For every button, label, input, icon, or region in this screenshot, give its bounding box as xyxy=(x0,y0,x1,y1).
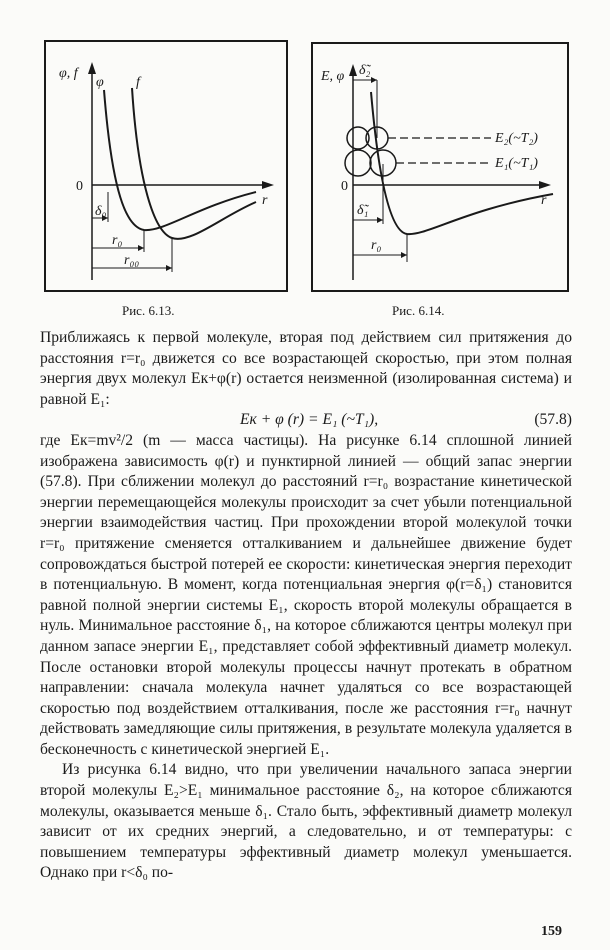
figure-6-13-graph xyxy=(46,42,290,294)
paragraph-2: где Eк=mv²/2 (m — масса частицы). На рисунке 6.14 сплошной линией изображена зависимость φ(r) и пунктирной линией — общий запас энергии (57.8). При сближении молекул до расстояний r=r₀ возрастание кинетической энергии перемещающейся молекулы происходит за счет убыли потенциальной энергии взаимодействия частиц. При прохождении второй молекулой точки r=r₀ притяжение сменяется отталкиванием и дальнейшее движение будет сопровождаться быстрой потерей ее скорости: кинетическая энергия переходит в потенциальную. В момент, когда потенциальная энергия φ(r=δ₁) становится равной полной энергии системы E₁, скорость второй молекулы обращается в нуль. Минимальное расстояние δ₁, на которое сближаются центры молекул при данном запасе энергии E₁, представляет собой эффективный диаметр молекул. После остановки второй молекулы процессы начнут протекать в обратном направлении: сначала молекула начнет удаляться со все возрастающей скоростью под воздействием отталкивания, после же расстояния r=r₀ начнут действовать замедляющие силы притяжения, в результате молекула удаляется в бесконечность с кинетической энергией E₁. xyxy=(40,431,572,758)
axis-y-label: φ, f xyxy=(59,66,78,81)
figure-6-13-caption: Рис. 6.13. xyxy=(122,303,175,318)
figure-6-14 xyxy=(311,42,569,292)
origin-label: 0 xyxy=(76,179,83,194)
e1-label: E₁(~T₁) xyxy=(495,156,538,171)
origin-label: 0 xyxy=(341,179,348,194)
paragraph-1: Приближаясь к первой молекуле, вторая под действием сил притяжения до расстояния r=r₀ движется со все возрастающей скоростью, при этом полная энергия двух молекул Eк+φ(r) остается неизменной (изолированная система) и равной E₁: xyxy=(40,329,572,408)
delta2-label: δ̃₂ xyxy=(359,63,371,78)
f-curve xyxy=(132,88,256,239)
figure-6-14-caption: Рис. 6.14. xyxy=(392,303,445,318)
page-number: 159 xyxy=(541,924,562,939)
figure-6-13 xyxy=(44,40,288,292)
r0-label: r₀ xyxy=(371,238,382,253)
body-text xyxy=(40,328,572,884)
e2-label: E₂(~T₂) xyxy=(495,131,538,146)
x-axis-arrow-icon xyxy=(262,181,274,189)
y-axis-arrow-icon xyxy=(88,62,96,74)
axis-x-label: r xyxy=(262,193,268,208)
phi-curve xyxy=(104,90,256,230)
r00-label: r₀₀ xyxy=(124,253,140,268)
r0-label: r₀ xyxy=(112,233,123,248)
delta1-label: δ̃₁ xyxy=(357,203,369,218)
equation-57-8 xyxy=(40,410,572,431)
x-axis-arrow-icon xyxy=(539,181,551,189)
equation-number: (57.8) xyxy=(534,411,572,429)
delta0-label: δ₀ xyxy=(95,204,107,219)
curve-f-label: f xyxy=(136,75,140,90)
equation-body: Eк + φ (r) = E₁ (~T₁), xyxy=(240,411,379,429)
axis-x-label: r xyxy=(541,193,547,208)
paragraph-3: Из рисунка 6.14 видно, что при увеличении начального запаса энергии второй молекулы E₂>E₁ минимальное расстояние δ₂, на которое сближаются молекулы, оказывается меньше δ₁. Стало быть, эффективный диаметр молекул зависит от их средних энергий, а следовательно, и от температуры: с повышением температуры эффективный диаметр молекул уменьшается. Однако при r<δ₀ по- xyxy=(40,761,572,882)
curve-phi-label: φ xyxy=(96,75,104,90)
y-axis-arrow-icon xyxy=(349,64,357,76)
axis-y-label: E, φ xyxy=(321,69,345,84)
figure-6-14-graph xyxy=(313,44,571,294)
